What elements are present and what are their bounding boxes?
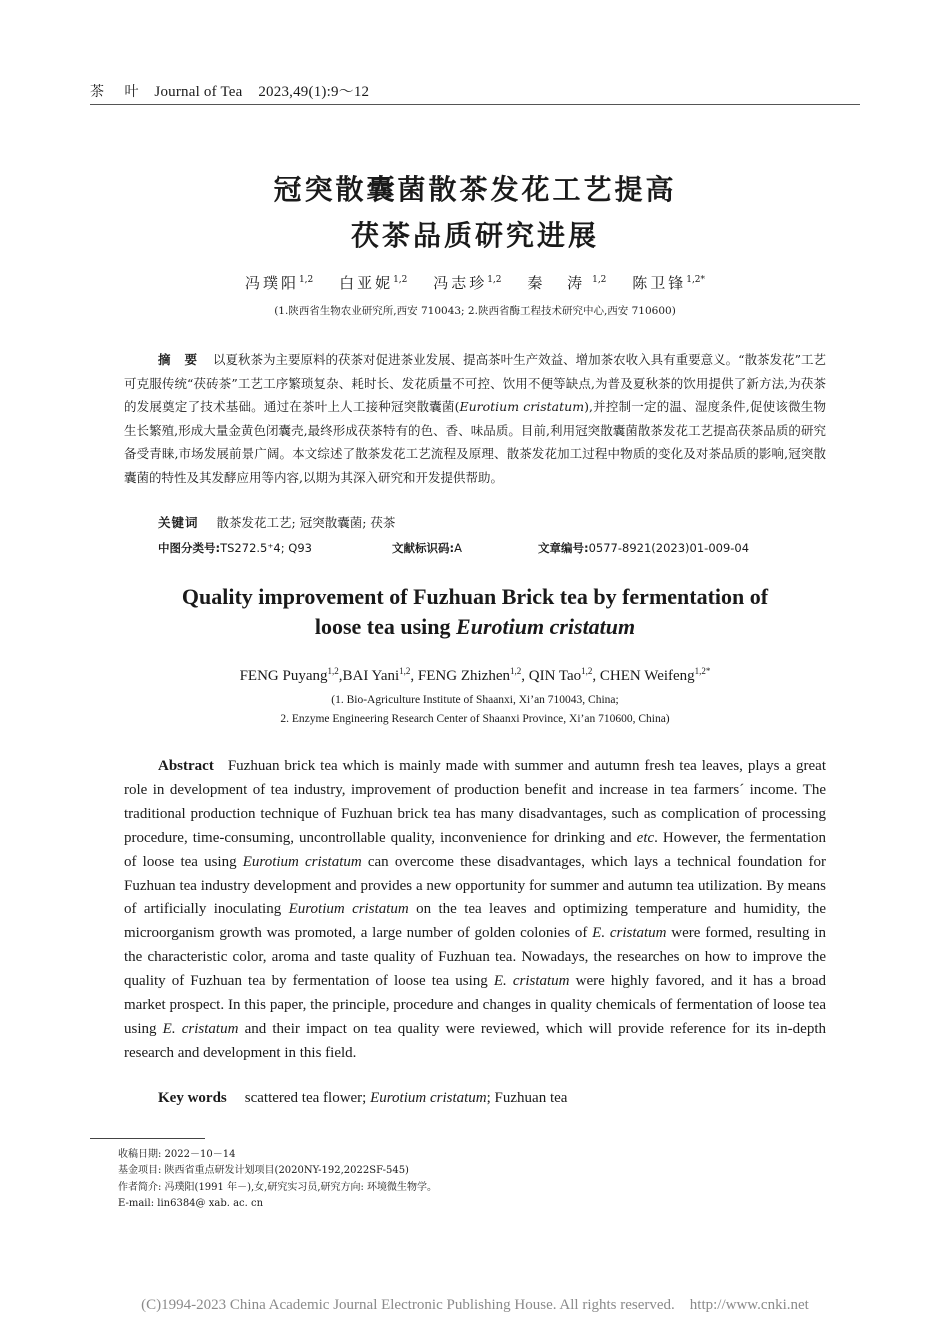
author-en: QIN Tao$^{1,2}$ [528,666,593,684]
running-head [90,80,860,101]
keywords-zh-label: 关键词 [158,515,199,530]
abstract-en-label: Abstract [158,758,214,774]
document-code: 文献标识码:A [392,541,462,555]
abstract-zh-label: 摘要 [158,352,212,367]
affiliation-zh: (1.陕西省生物农业研究所,西安 710043; 2.陕西省酶工程技术研究中心,西安 710600) [274,305,676,317]
title-zh-line2: 茯茶品质研究进展 [350,219,599,252]
author-en: FENG Puyang$^{1,2}$ [239,666,339,684]
author-zh: 秦 涛$^{1,2}$ [527,274,607,292]
author-zh: 冯志珍$^{1,2}$ [433,274,502,292]
copyright-notice: (C)1994-2023 China Academic Journal Electronic Publishing House. All rights reserved. http://www.cnki.net [141,1297,809,1313]
abstract-en: Abstract Fuzhuan brick tea which is mainly made with summer and autumn fresh tea leaves, plays a great role in development of tea industry, improvement of production benefit and increase in tea farmers´ income. The traditional production technique of Fuzhuan brick tea has many disadvantages, such as complication of processing procedure, time-consuming, uncontrollable quality, inconvenience for drinking and etc. However, the fermentation of loose tea using Eurotium cristatum can overcome these disadvantages, which lays a technical foundation for Fuzhuan tea industry development and provides a new opportunity for summer and autumn tea utilization. By means of artificially inoculating Eurotium cristatum on the tea leaves and optimizing temperature and humidity, the microorganism growth was promoted, a large number of golden colonies of E. cristatum were formed, resulting in the characteristic color, aroma and taste quality of Fuzhuan tea. Nowadays, the researches on how to improve the quality of Fuzhuan tea by fermentation of loose tea using E. cristatum were highly favored, and it has a broad market prospect. In this paper, the principle, procedure and changes in quality chemicals of fermentation of loose tea using E. cristatum and their impact on tea quality were reviewed, which will provide reference for its in-depth research and development in this field. [124,758,827,1061]
author-en: FENG Zhizhen$^{1,2}$ [417,666,522,684]
keywords-zh-text: 散茶发花工艺; 冠突散囊菌; 茯茶 [216,515,396,530]
authors-zh [0,272,950,293]
authors-en: FENG Puyang$^{1,2}$,BAI Yani$^{1,2}$, FENG Zhizhen$^{1,2}$, QIN Tao$^{1,2}$, CHEN Weifeng$^{1,2*}$ [239,666,711,684]
clc-number: 中图分类号:TS272.5⁺4; Q93 [158,541,312,555]
affiliation-en-line1: (1. Bio-Agriculture Institute of Shaanxi, Xi’an 710043, China; [331,694,619,706]
keywords-en: Key words scattered tea flower; Eurotium cristatum; Fuzhuan tea [158,1090,568,1106]
author-zh: 陈卫锋$^{1,2*}$ [632,274,706,292]
footnotes [118,1147,437,1213]
affiliation-en-line2: 2. Enzyme Engineering Research Center of Shaanxi Province, Xi’an 710600, China) [280,713,670,725]
journal-name-zh: 茶 叶 [90,84,147,100]
keywords-zh [158,513,395,531]
author-en: CHEN Weifeng$^{1,2*}$ [599,666,711,684]
author-en: BAI Yani$^{1,2}$ [342,666,411,684]
title-zh-line1: 冠突散囊菌散茶发花工艺提高 [273,173,677,206]
footnote-received-date: 收稿日期: 2022－10－14 [118,1149,236,1160]
author-zh: 白亚妮$^{1,2}$ [339,274,408,292]
footnote-rule [90,1138,205,1139]
footnote-author-bio: 作者简介: 冯璞阳(1991 年－),女,研究实习员,研究方向: 环境微生物学。 [118,1181,438,1193]
header-rule [90,104,860,105]
abstract-zh: 摘要 以夏秋茶为主要原料的茯茶对促进茶业发展、提高茶叶生产效益、增加茶农收入具有重要意义。“散茶发花”工艺可克服传统“茯砖茶”工艺工序繁琐复杂、耗时长、发花质量不可控、饮用不便等缺点,为普及夏秋茶的饮用提供了新方法,为茯茶的发展奠定了技术基础。通过在茶叶上人工接种冠突散囊菌(Eurotium cristatum),并控制一定的温、湿度条件,促使该微生物生长繁殖,形成大量金黄色闭囊壳,最终形成茯茶特有的色、香、味品质。目前,利用冠突散囊菌散茶发花工艺提高茯茶品质的研究备受青睐,市场发展前景广阔。本文综述了散茶发花工艺流程及原理、散茶发花加工过程中物质的变化及对茶品质的影响,冠突散囊菌的特性及其发酵应用等内容,以期为其深入研究和开发提供帮助。 [124,352,826,485]
footnote-email: E-mail: lin6384@ xab. ac. cn [118,1198,264,1210]
title-en-line1: Quality improvement of Fuzhuan Brick tea by fermentation of [181,584,769,609]
journal-name-en: Journal of Tea [154,84,243,100]
article-number: 文章编号:0577-8921(2023)01-009-04 [538,541,750,555]
footnote-funding: 基金项目: 陕西省重点研发计划项目(2020NY-192,2022SF-545) [118,1165,409,1177]
keywords-en-label: Key words [158,1090,227,1106]
author-zh: 冯璞阳$^{1,2}$ [244,274,314,292]
citation: 2023,49(1):9～12 [258,84,370,100]
title-en-line2: loose tea using Eurotium cristatum [314,614,636,639]
